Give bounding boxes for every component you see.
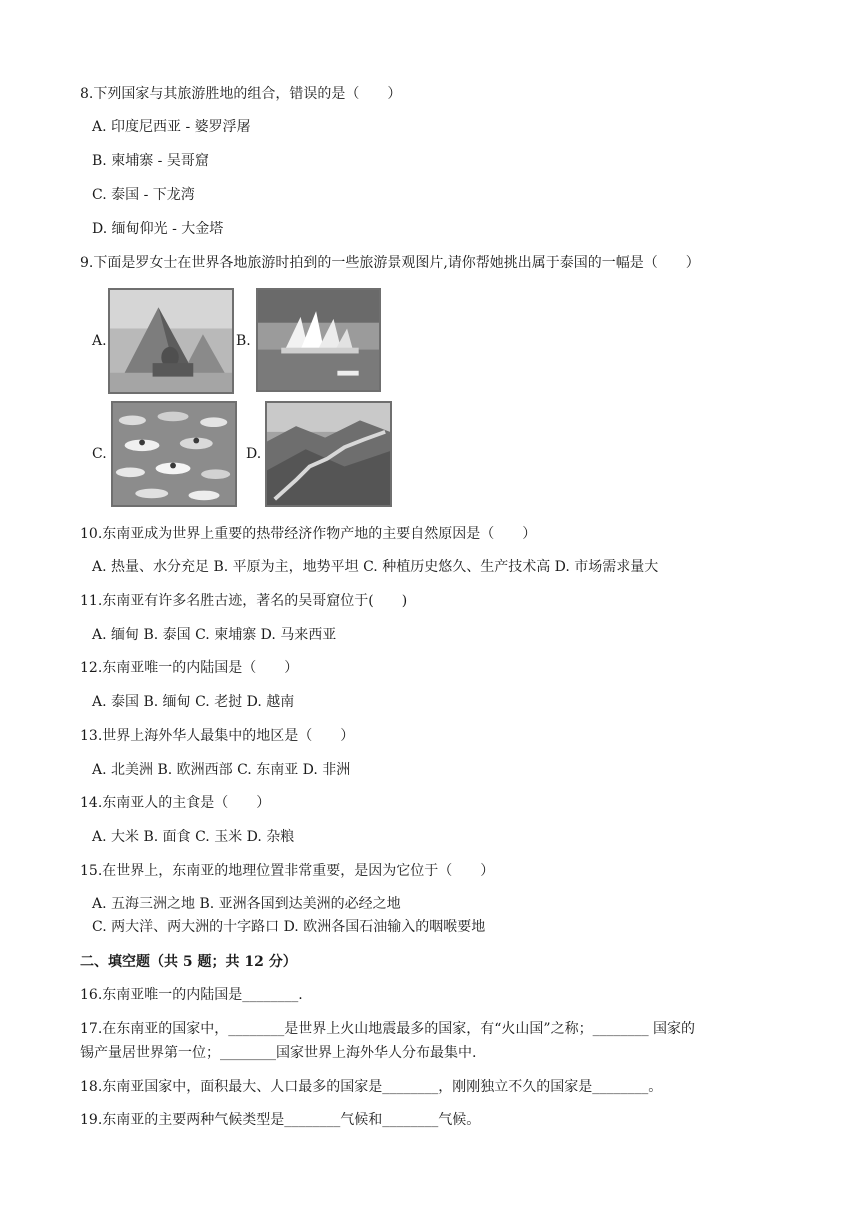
q15-options-line2: C. 两大洋、两大洲的十字路口 D. 欧洲各国石油输入的咽喉要地 [92, 919, 486, 935]
q11-options: A. 缅甸 B. 泰国 C. 柬埔寨 D. 马来西亚 [92, 627, 337, 643]
q8-stem: 8.下列国家与其旅游胜地的组合，错误的是（ ） [80, 86, 402, 102]
q15-options-line1: A. 五海三洲之地 B. 亚洲各国到达美洲的必经之地 [92, 896, 401, 912]
q15-stem: 15.在世界上，东南亚的地理位置非常重要，是因为它位于（ ） [80, 863, 495, 879]
q8-option-d: D. 缅甸仰光 - 大金塔 [92, 221, 224, 237]
q9-label-a: A. [92, 333, 107, 349]
q9-stem: 9.下面是罗女士在世界各地旅游时拍到的一些旅游景观图片,请你帮她挑出属于泰国的一幅是（ ） [80, 255, 700, 271]
q9-label-b: B. [236, 333, 251, 349]
q18-stem: 18.东南亚国家中，面积最大、人口最多的国家是________，刚刚独立不久的国家是________。 [80, 1079, 663, 1095]
q8-option-b: B. 柬埔寨 - 吴哥窟 [92, 153, 209, 169]
great-wall-photo [265, 401, 392, 507]
q14-options: A. 大米 B. 面食 C. 玉米 D. 杂粮 [92, 829, 295, 845]
pyramid-sphinx-photo [108, 288, 234, 394]
q17-line1: 17.在东南亚的国家中，________是世界上火山地震最多的国家，有“火山国”之称；________ 国家的 [80, 1021, 696, 1037]
opera-house-photo [256, 288, 381, 392]
q9-label-d: D. [246, 446, 262, 462]
q9-label-c: C. [92, 446, 107, 462]
q14-stem: 14.东南亚人的主食是（ ） [80, 795, 271, 811]
floating-market-photo [111, 401, 237, 507]
q10-stem: 10.东南亚成为世界上重要的热带经济作物产地的主要自然原因是（ ） [80, 526, 537, 542]
q16-stem: 16.东南亚唯一的内陆国是________. [80, 987, 303, 1003]
section-title: 二、填空题（共 5 题；共 12 分） [80, 954, 297, 970]
q11-stem: 11.东南亚有许多名胜古迹，著名的吴哥窟位于( ) [80, 593, 408, 609]
q12-options: A. 泰国 B. 缅甸 C. 老挝 D. 越南 [92, 694, 295, 710]
q13-options: A. 北美洲 B. 欧洲西部 C. 东南亚 D. 非洲 [92, 762, 351, 778]
q13-stem: 13.世界上海外华人最集中的地区是（ ） [80, 728, 355, 744]
q19-stem: 19.东南亚的主要两种气候类型是________气候和________气候。 [80, 1112, 481, 1128]
q8-option-c: C. 泰国 - 下龙湾 [92, 187, 195, 203]
q8-option-a: A. 印度尼西亚 - 婆罗浮屠 [92, 119, 251, 135]
q17-line2: 锡产量居世界第一位；________国家世界上海外华人分布最集中. [80, 1045, 477, 1061]
q12-stem: 12.东南亚唯一的内陆国是（ ） [80, 660, 299, 676]
q10-options: A. 热量、水分充足 B. 平原为主，地势平坦 C. 种植历史悠久、生产技术高 D. 市场需求量大 [92, 559, 659, 575]
